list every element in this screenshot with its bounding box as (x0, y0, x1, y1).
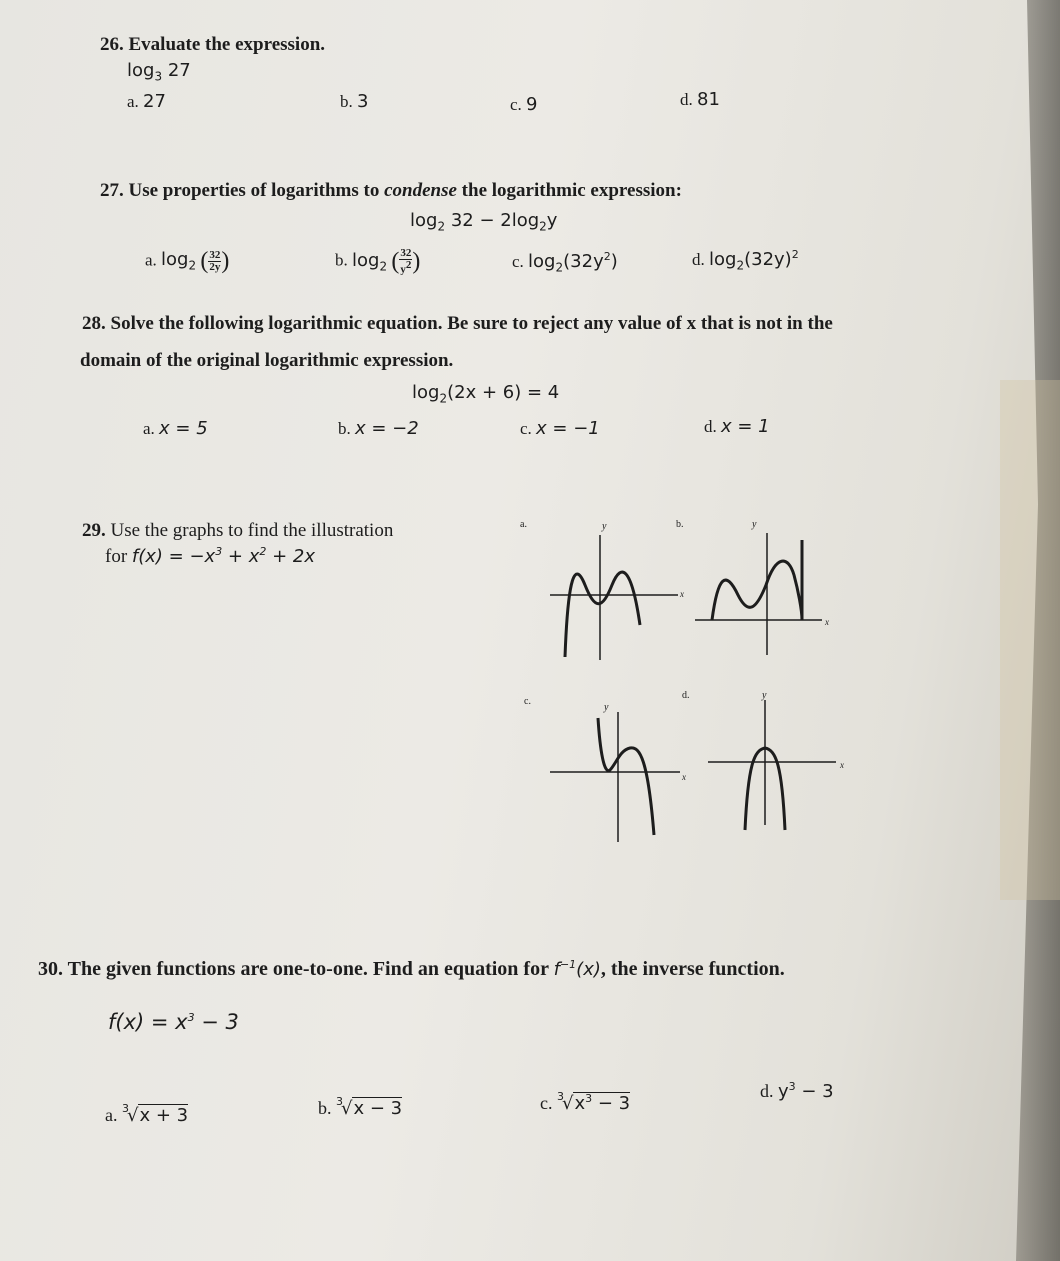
graph-d-x-label: x (840, 760, 844, 770)
question-27-option-b[interactable]: b. $\log_2$ ( $\frac{32}{y^2}$ ) (335, 247, 421, 276)
question-29-prompt-line2: for $f(x) = -x^3 + x^2 + 2x$ (105, 545, 316, 567)
graph-d-y-label: y (762, 690, 767, 701)
background-sheet (1000, 380, 1060, 900)
graph-c-letter: c. (524, 696, 531, 707)
question-26-prompt: 26. Evaluate the expression. (100, 34, 326, 55)
fraction: $\frac{32}{2y}$ (209, 249, 221, 273)
question-26-expression: $\log_3 27$ (127, 60, 191, 84)
question-30-option-b[interactable]: b. $^3$√x − 3 (318, 1095, 403, 1119)
question-29-prompt-line1: 29. Use the graphs to find the illustration (82, 520, 394, 541)
graph-d-letter: d. (682, 690, 690, 701)
graph-b-curve (712, 540, 802, 620)
question-30-option-a[interactable]: a. $^3$√x + 3 (105, 1102, 189, 1126)
question-28-option-d[interactable]: d. x = 1 (704, 416, 770, 437)
question-26-option-c[interactable]: c. 9 (510, 94, 538, 115)
question-30-expression: $f(x) = x^3 - 3$ (108, 1010, 239, 1034)
graph-c[interactable] (524, 690, 690, 850)
question-28-expression: $\log_2(2x + 6) = 4$ (412, 382, 560, 406)
question-28-option-b[interactable]: b. x = −2 (338, 418, 419, 439)
question-26-option-d[interactable]: d. 81 (680, 89, 720, 110)
fraction: $\frac{32}{y^2}$ (400, 247, 412, 276)
question-26-option-b[interactable]: b. 3 (340, 91, 369, 112)
graph-a-y-label: y (602, 521, 607, 532)
question-27-option-c[interactable]: c. $\log_2(32y^2)$ (512, 250, 618, 275)
graph-a-letter: a. (520, 519, 527, 530)
graph-b-letter: b. (676, 519, 684, 530)
graph-a-x-label: x (680, 589, 684, 599)
question-30-option-c[interactable]: c. $^3√x^3 - 3$ (540, 1090, 631, 1114)
graph-b-y-label: y (752, 519, 757, 530)
graph-b[interactable] (676, 515, 840, 665)
graph-a[interactable] (520, 515, 690, 665)
graph-b-x-label: x (825, 617, 829, 627)
question-28-prompt-line1: 28. Solve the following logarithmic equation. Be sure to reject any value of x that is not in the (82, 313, 833, 334)
question-28-prompt-line2: domain of the original logarithmic expression. (80, 350, 454, 371)
graph-c-y-label: y (604, 702, 609, 713)
graph-c-x-label: x (682, 772, 686, 782)
graph-c-curve (598, 718, 654, 835)
question-30-prompt: 30. The given functions are one-to-one. Find an equation for $f^{-1}(x)$, the inverse function. (38, 958, 785, 980)
question-26-option-a[interactable]: a. 27 (127, 91, 166, 112)
question-27-option-d[interactable]: d. $\log_2(32y)^2$ (692, 248, 799, 273)
question-28-option-a[interactable]: a. x = 5 (143, 418, 208, 439)
question-27-prompt: 27. Use properties of logarithms to condense the logarithmic expression: (100, 180, 682, 201)
question-28-option-c[interactable]: c. x = −1 (520, 418, 600, 439)
question-30-option-d[interactable]: d. $y^3 - 3$ (760, 1080, 834, 1102)
question-27-option-a[interactable]: a. $\log_2$ ( $\frac{32}{2y}$ ) (145, 248, 230, 274)
question-27-expression: $\log_2 32 - 2\log_2y$ (410, 210, 558, 234)
graph-a-curve (565, 572, 640, 657)
graph-d[interactable] (682, 690, 850, 850)
